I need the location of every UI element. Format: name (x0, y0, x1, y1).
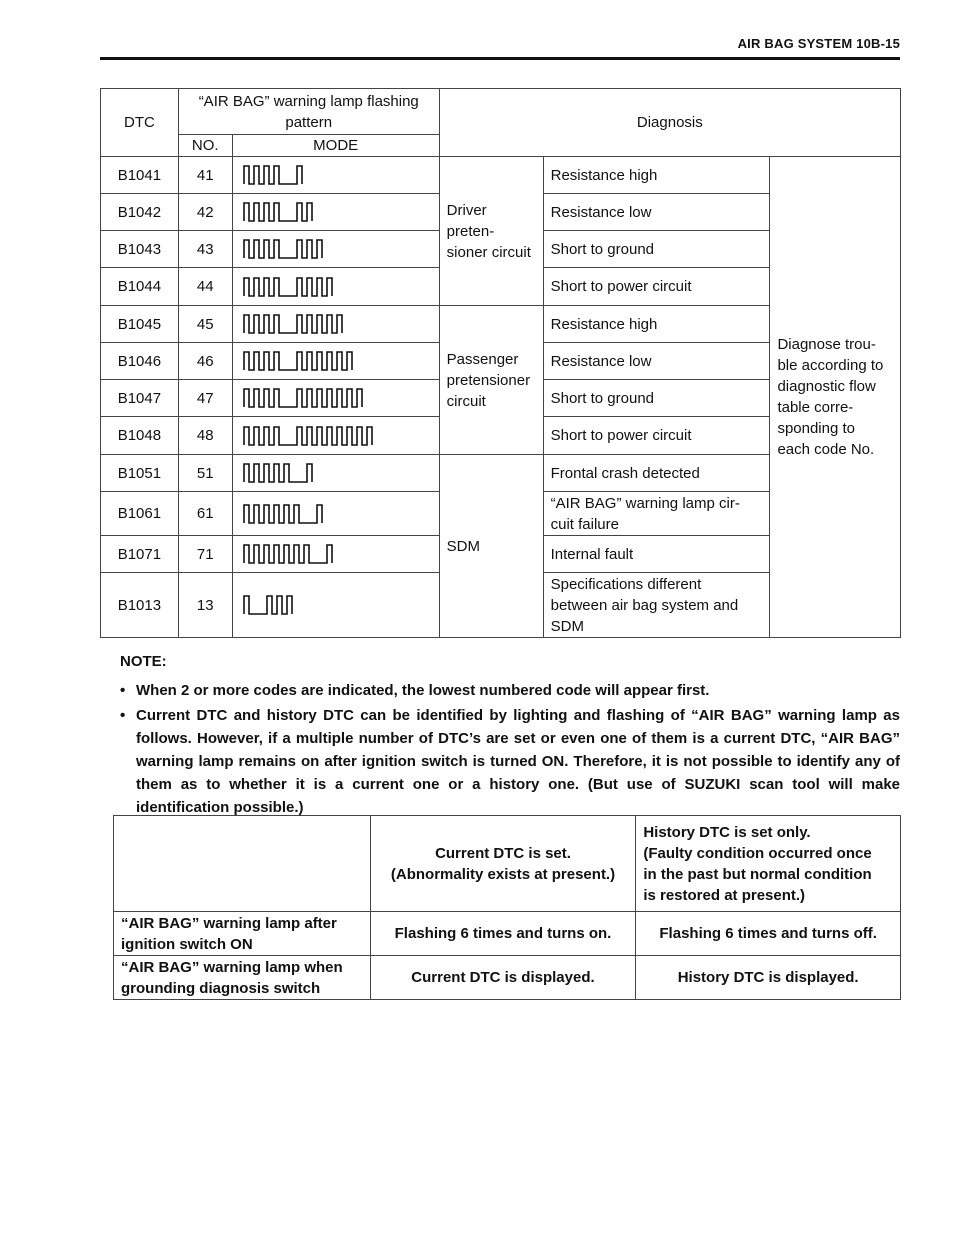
dtc-number: 42 (178, 194, 232, 231)
flashing-pattern-waveform (241, 423, 431, 449)
flashing-pattern-line (244, 389, 362, 407)
dtc-code: B1044 (101, 268, 179, 306)
fault-detail: Frontal crash detected (543, 455, 770, 492)
header-rule (100, 57, 900, 60)
dtc-number: 45 (178, 306, 232, 343)
flashing-pattern-waveform (241, 348, 431, 374)
dtc-code: B1048 (101, 417, 179, 455)
dtc-number: 43 (178, 231, 232, 268)
dtc-code: B1045 (101, 306, 179, 343)
fault-detail: Resistance low (543, 194, 770, 231)
dtc-number: 51 (178, 455, 232, 492)
circuit-group: Driver preten- sioner circuit (439, 157, 543, 306)
state-row-label: “AIR BAG” warning lamp after ignition switch ON (114, 912, 371, 956)
note-block (120, 650, 900, 821)
state-row-history: Flashing 6 times and turns off. (636, 912, 901, 956)
circuit-group: SDM (439, 455, 543, 638)
fault-detail: Resistance high (543, 306, 770, 343)
circuit-group: Passenger pretensioner circuit (439, 306, 543, 455)
flashing-pattern-line (244, 315, 342, 333)
pattern-column-header: “AIR BAG” warning lamp flashing pattern (178, 89, 439, 135)
dtc-column-header: DTC (101, 89, 179, 157)
flashing-pattern-cell (232, 306, 439, 343)
state-table-corner (114, 816, 371, 912)
dtc-code: B1043 (101, 231, 179, 268)
dtc-row (101, 157, 901, 194)
current-dtc-header: Current DTC is set. (Abnormality exists at present.) (370, 816, 636, 912)
dtc-number: 41 (178, 157, 232, 194)
mode-column-header: MODE (232, 135, 439, 157)
flashing-pattern-waveform (241, 541, 431, 567)
flashing-pattern-waveform (241, 274, 431, 300)
note-item: • Current DTC and history DTC can be identified by lighting and flashing of “AIR BAG” warning lamp as follows. However, if a multiple number of DTC’s are set or even one of them is a current DTC, “AIR BAG” warning lamp remains on after ignition switch is turned ON. Therefore, it is not possible to identify any of them as to whether it is a current one or a history one. (But use of SUZUKI scan tool will make identification possible.) (120, 704, 900, 819)
no-column-header: NO. (178, 135, 232, 157)
dtc-number: 47 (178, 380, 232, 417)
flashing-pattern-waveform (241, 311, 431, 337)
flashing-pattern-cell (232, 536, 439, 573)
state-row-history: History DTC is displayed. (636, 956, 901, 1000)
flashing-pattern-line (244, 427, 372, 445)
state-row-label: “AIR BAG” warning lamp when grounding diagnosis switch (114, 956, 371, 1000)
flashing-pattern-cell (232, 492, 439, 536)
note-list (120, 679, 900, 819)
flashing-pattern-cell (232, 268, 439, 306)
dtc-code: B1042 (101, 194, 179, 231)
dtc-number: 61 (178, 492, 232, 536)
fault-detail: Short to power circuit (543, 268, 770, 306)
flashing-pattern-cell (232, 417, 439, 455)
flashing-pattern-cell (232, 380, 439, 417)
flashing-pattern-line (244, 166, 302, 184)
dtc-number: 44 (178, 268, 232, 306)
flashing-pattern-line (244, 464, 312, 482)
dtc-number: 46 (178, 343, 232, 380)
flashing-pattern-waveform (241, 592, 431, 618)
fault-detail: Internal fault (543, 536, 770, 573)
dtc-code: B1013 (101, 573, 179, 638)
diagnose-note: Diagnose trou- ble according to diagnostic flow table corre- sponding to each code No. (770, 157, 901, 638)
dtc-state-table (113, 815, 901, 1000)
page-header-title: AIR BAG SYSTEM 10B-15 (737, 36, 900, 51)
note-title: NOTE: (120, 653, 167, 670)
state-row-current: Flashing 6 times and turns on. (370, 912, 636, 956)
history-dtc-header: History DTC is set only. (Faulty condition occurred once in the past but normal condition is restored at present.) (636, 816, 901, 912)
dtc-code: B1047 (101, 380, 179, 417)
flashing-pattern-line (244, 352, 352, 370)
flashing-pattern-waveform (241, 501, 431, 527)
flashing-pattern-cell (232, 194, 439, 231)
flashing-pattern-waveform (241, 162, 431, 188)
fault-detail: Short to ground (543, 380, 770, 417)
flashing-pattern-cell (232, 231, 439, 268)
fault-detail: Specifications different between air bag system and SDM (543, 573, 770, 638)
flashing-pattern-waveform (241, 236, 431, 262)
flashing-pattern-waveform (241, 460, 431, 486)
flashing-pattern-line (244, 596, 292, 614)
flashing-pattern-line (244, 278, 332, 296)
flashing-pattern-cell (232, 573, 439, 638)
dtc-code: B1046 (101, 343, 179, 380)
dtc-code: B1051 (101, 455, 179, 492)
dtc-code: B1061 (101, 492, 179, 536)
flashing-pattern-waveform (241, 385, 431, 411)
flashing-pattern-cell (232, 455, 439, 492)
fault-detail: Short to power circuit (543, 417, 770, 455)
dtc-number: 71 (178, 536, 232, 573)
flashing-pattern-cell (232, 157, 439, 194)
fault-detail: Resistance high (543, 157, 770, 194)
dtc-number: 48 (178, 417, 232, 455)
flashing-pattern-line (244, 545, 332, 563)
fault-detail: “AIR BAG” warning lamp cir- cuit failure (543, 492, 770, 536)
diagnosis-column-header: Diagnosis (439, 89, 900, 157)
flashing-pattern-line (244, 240, 322, 258)
fault-detail: Short to ground (543, 231, 770, 268)
dtc-code: B1071 (101, 536, 179, 573)
flashing-pattern-cell (232, 343, 439, 380)
note-item: • When 2 or more codes are indicated, the lowest numbered code will appear first. (120, 679, 900, 702)
flashing-pattern-line (244, 203, 312, 221)
dtc-code: B1041 (101, 157, 179, 194)
dtc-number: 13 (178, 573, 232, 638)
dtc-table (100, 88, 901, 638)
fault-detail: Resistance low (543, 343, 770, 380)
flashing-pattern-waveform (241, 199, 431, 225)
state-row-current: Current DTC is displayed. (370, 956, 636, 1000)
flashing-pattern-line (244, 505, 322, 523)
